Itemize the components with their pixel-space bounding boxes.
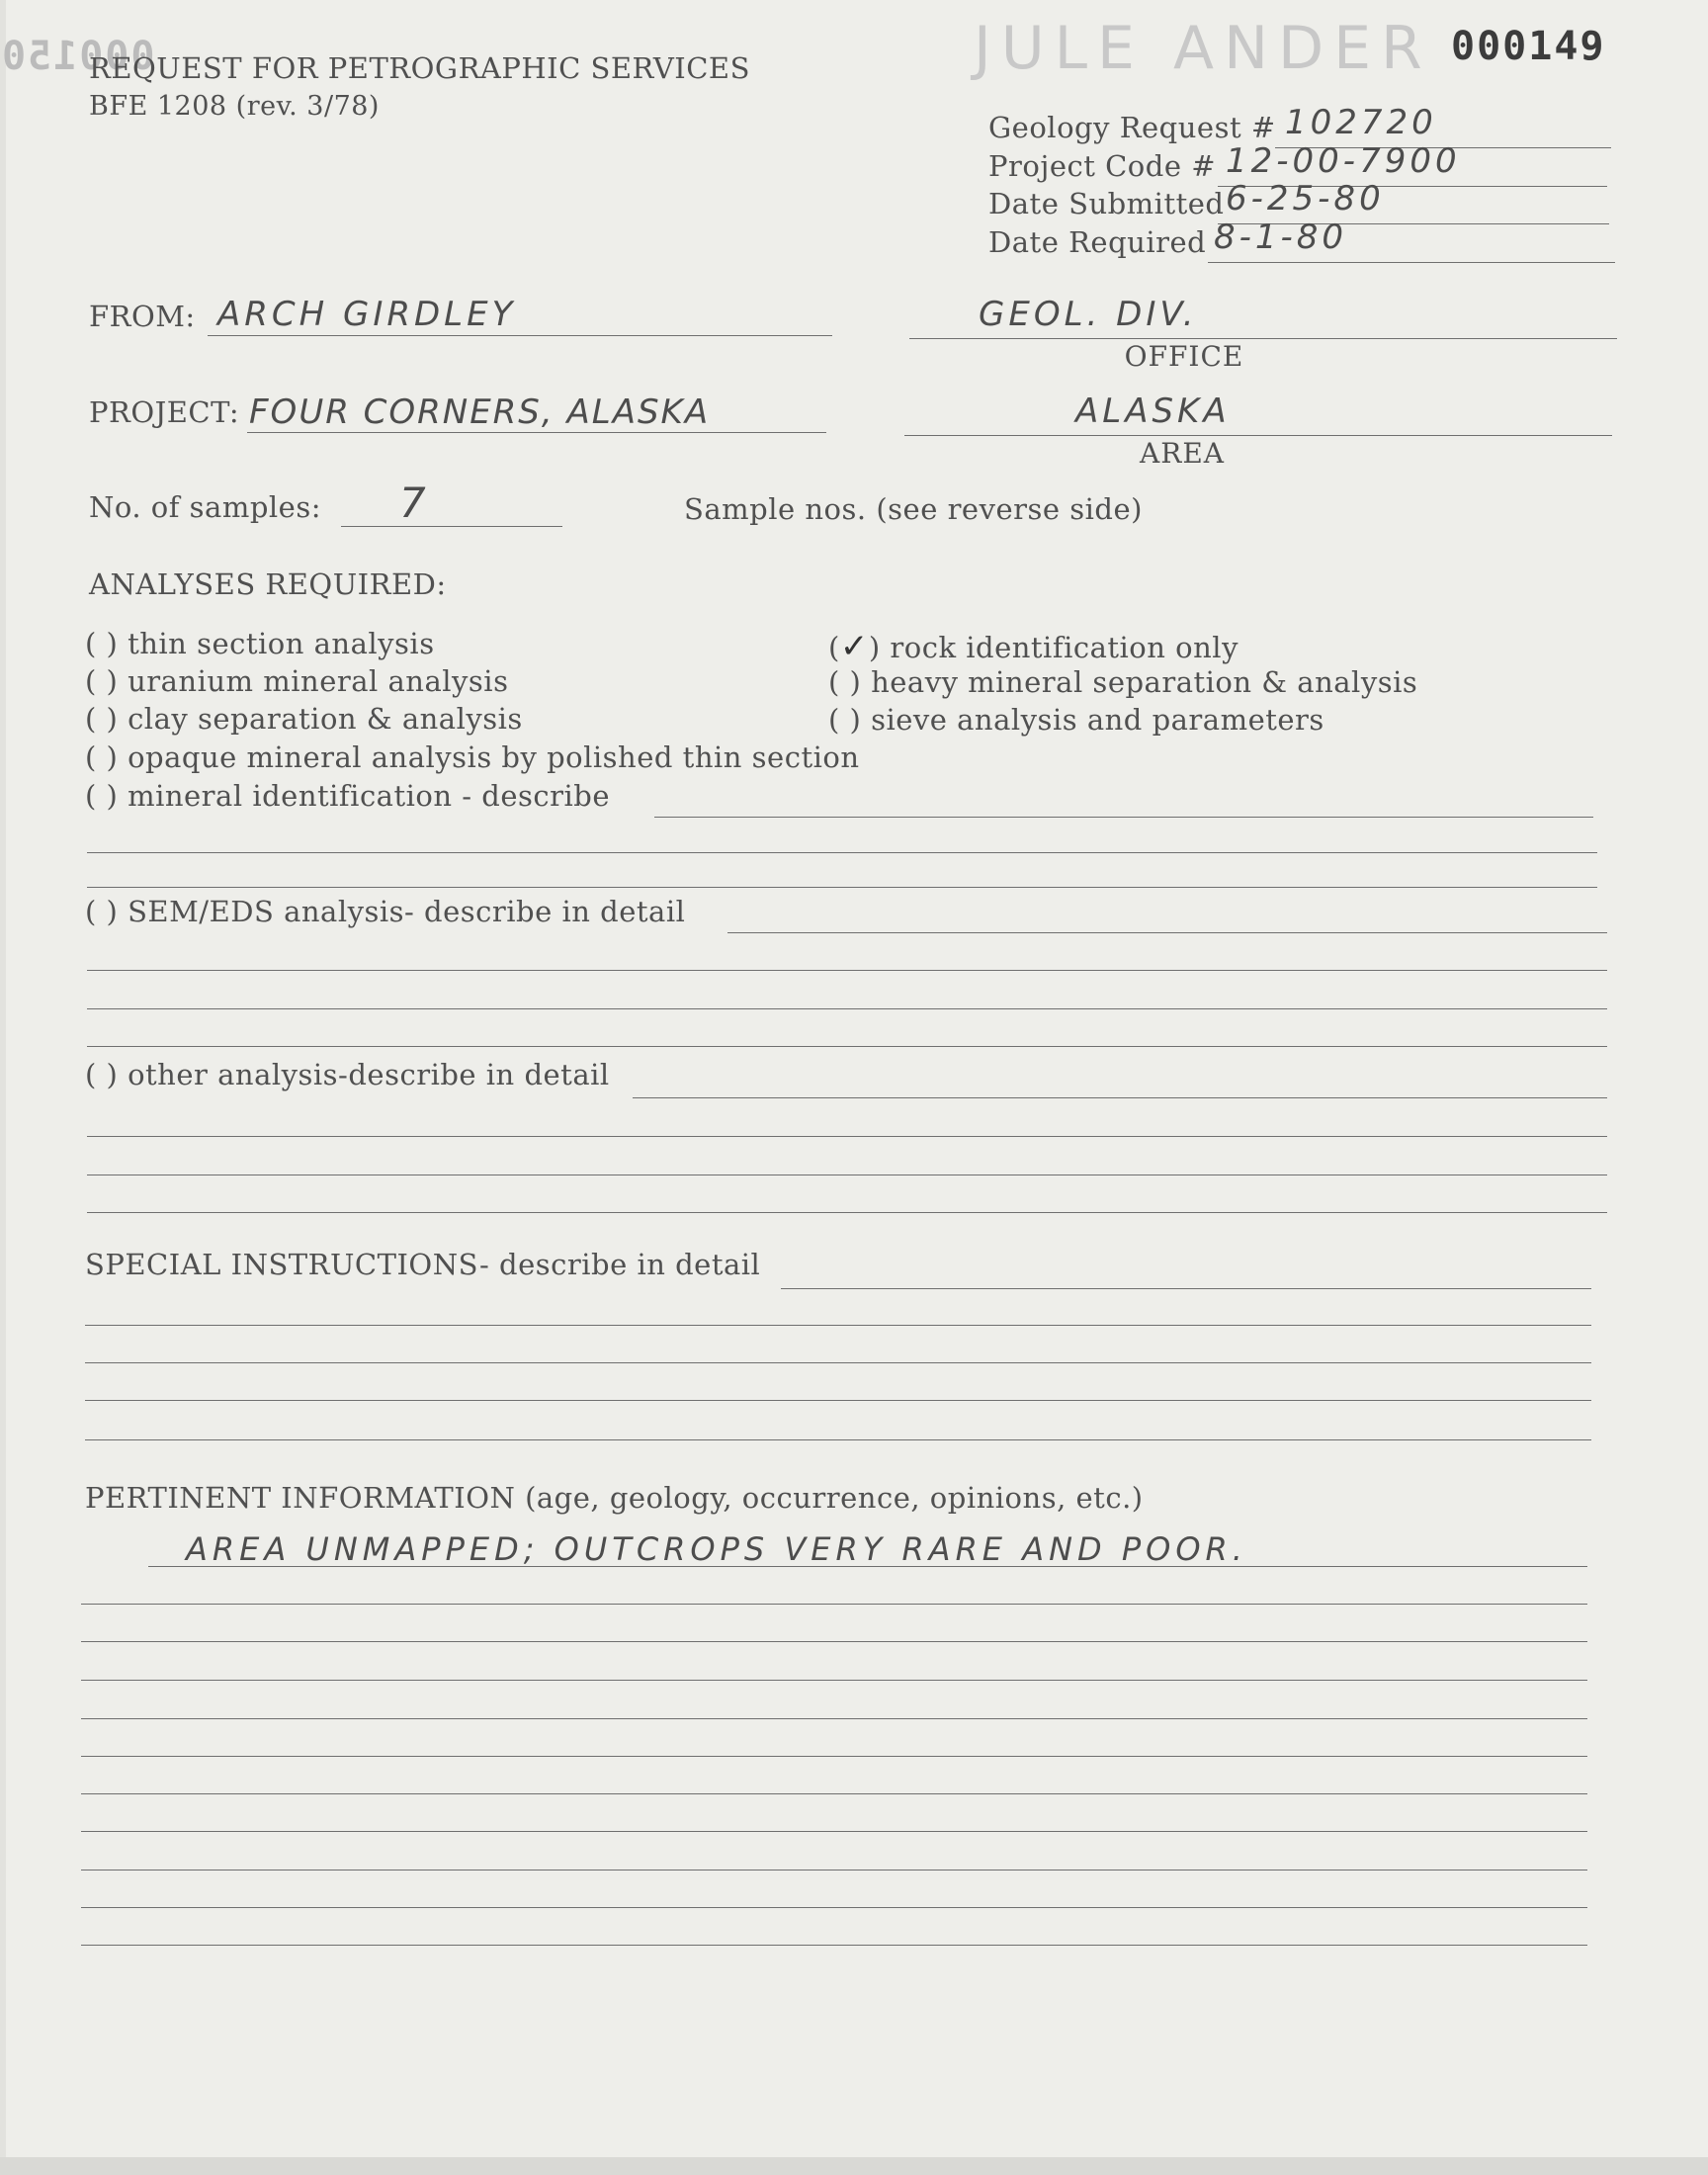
project-label: PROJECT: xyxy=(89,395,240,429)
special-line-1 xyxy=(781,1288,1591,1289)
analysis-opaque: ( ) opaque mineral analysis by polished thin section xyxy=(85,740,860,774)
analysis-sieve: ( ) sieve analysis and parameters xyxy=(828,703,1324,737)
sem-line-3 xyxy=(87,1008,1607,1009)
pertinent-line-5 xyxy=(81,1718,1587,1719)
pertinent-line-3 xyxy=(81,1641,1587,1642)
rock-id-checkbox[interactable]: (✓) xyxy=(828,627,881,666)
geology-request-value: 102720 xyxy=(1285,103,1437,142)
analysis-uranium: ( ) uranium mineral analysis xyxy=(85,664,509,698)
project-line xyxy=(247,432,826,433)
rock-id-label: rock identification only xyxy=(890,631,1238,664)
analysis-rock-id xyxy=(828,627,1238,666)
form-title: REQUEST FOR PETROGRAPHIC SERVICES xyxy=(89,51,750,85)
special-line-2 xyxy=(85,1325,1591,1326)
area-value: ALASKA xyxy=(1075,392,1231,431)
other-line-3 xyxy=(87,1174,1607,1175)
mineral-id-line-1 xyxy=(654,817,1593,818)
special-line-5 xyxy=(85,1439,1591,1440)
date-required-value: 8-1-80 xyxy=(1214,218,1348,257)
sem-line-4 xyxy=(87,1046,1607,1047)
project-code-value: 12-00-7900 xyxy=(1226,141,1461,181)
pertinent-info-label: PERTINENT INFORMATION (age, geology, occurrence, opinions, etc.) xyxy=(85,1481,1144,1515)
date-submitted-label: Date Submitted xyxy=(988,187,1225,220)
samples-value: 7 xyxy=(399,478,430,527)
from-value: ARCH GIRDLEY xyxy=(217,295,517,334)
mirrored-number-stamp: 000150 xyxy=(0,34,155,79)
mineral-id-line-3 xyxy=(87,887,1597,888)
analysis-mineral-id: ( ) mineral identification - describe xyxy=(85,779,610,813)
from-label: FROM: xyxy=(89,300,196,333)
page-number-stamp: 000149 xyxy=(1451,24,1606,69)
date-submitted-value: 6-25-80 xyxy=(1226,179,1385,218)
samples-label: No. of samples: xyxy=(89,490,321,524)
scrawled-name: JULE ANDER xyxy=(974,14,1432,83)
pertinent-info-value: AREA UNMAPPED; OUTCROPS VERY RARE AND POOR. xyxy=(186,1530,1247,1568)
pertinent-line-6 xyxy=(81,1756,1587,1757)
geology-request-label: Geology Request # xyxy=(988,111,1276,144)
scan-edge-left xyxy=(0,0,6,2175)
samples-line xyxy=(341,526,562,527)
pertinent-line-1 xyxy=(148,1566,1587,1567)
office-label: OFFICE xyxy=(1124,340,1244,373)
date-required-line xyxy=(1208,262,1615,263)
area-line xyxy=(904,435,1612,436)
other-line-2 xyxy=(87,1136,1607,1137)
from-line xyxy=(208,335,832,336)
special-line-3 xyxy=(85,1362,1591,1363)
office-line xyxy=(909,338,1617,339)
sem-line-1 xyxy=(727,932,1607,933)
project-value: FOUR CORNERS, ALASKA xyxy=(249,392,711,432)
analysis-clay: ( ) clay separation & analysis xyxy=(85,702,523,736)
analysis-heavy-mineral: ( ) heavy mineral separation & analysis xyxy=(828,665,1418,699)
other-line-4 xyxy=(87,1212,1607,1213)
special-instructions-label: SPECIAL INSTRUCTIONS- describe in detail xyxy=(85,1248,761,1281)
sample-nos-note: Sample nos. (see reverse side) xyxy=(684,492,1143,526)
pertinent-line-4 xyxy=(81,1680,1587,1681)
sem-line-2 xyxy=(87,970,1607,971)
pertinent-line-2 xyxy=(81,1604,1587,1605)
pertinent-line-11 xyxy=(81,1945,1587,1946)
analyses-heading: ANALYSES REQUIRED: xyxy=(89,567,447,601)
scan-edge-bottom xyxy=(0,2157,1708,2175)
pertinent-line-10 xyxy=(81,1907,1587,1908)
area-label: AREA xyxy=(1140,437,1225,470)
check-mark-icon: ✓ xyxy=(839,627,869,666)
other-line-1 xyxy=(633,1097,1607,1098)
office-value: GEOL. DIV. xyxy=(979,295,1198,334)
project-code-label: Project Code # xyxy=(988,149,1216,183)
mineral-id-line-2 xyxy=(87,852,1597,853)
pertinent-line-7 xyxy=(81,1793,1587,1794)
form-number: BFE 1208 (rev. 3/78) xyxy=(89,91,380,122)
analysis-other: ( ) other analysis-describe in detail xyxy=(85,1058,610,1091)
analysis-sem-eds: ( ) SEM/EDS analysis- describe in detail xyxy=(85,895,686,928)
pertinent-line-8 xyxy=(81,1831,1587,1832)
date-required-label: Date Required xyxy=(988,225,1207,259)
special-line-4 xyxy=(85,1400,1591,1401)
analysis-thin-section: ( ) thin section analysis xyxy=(85,627,435,660)
